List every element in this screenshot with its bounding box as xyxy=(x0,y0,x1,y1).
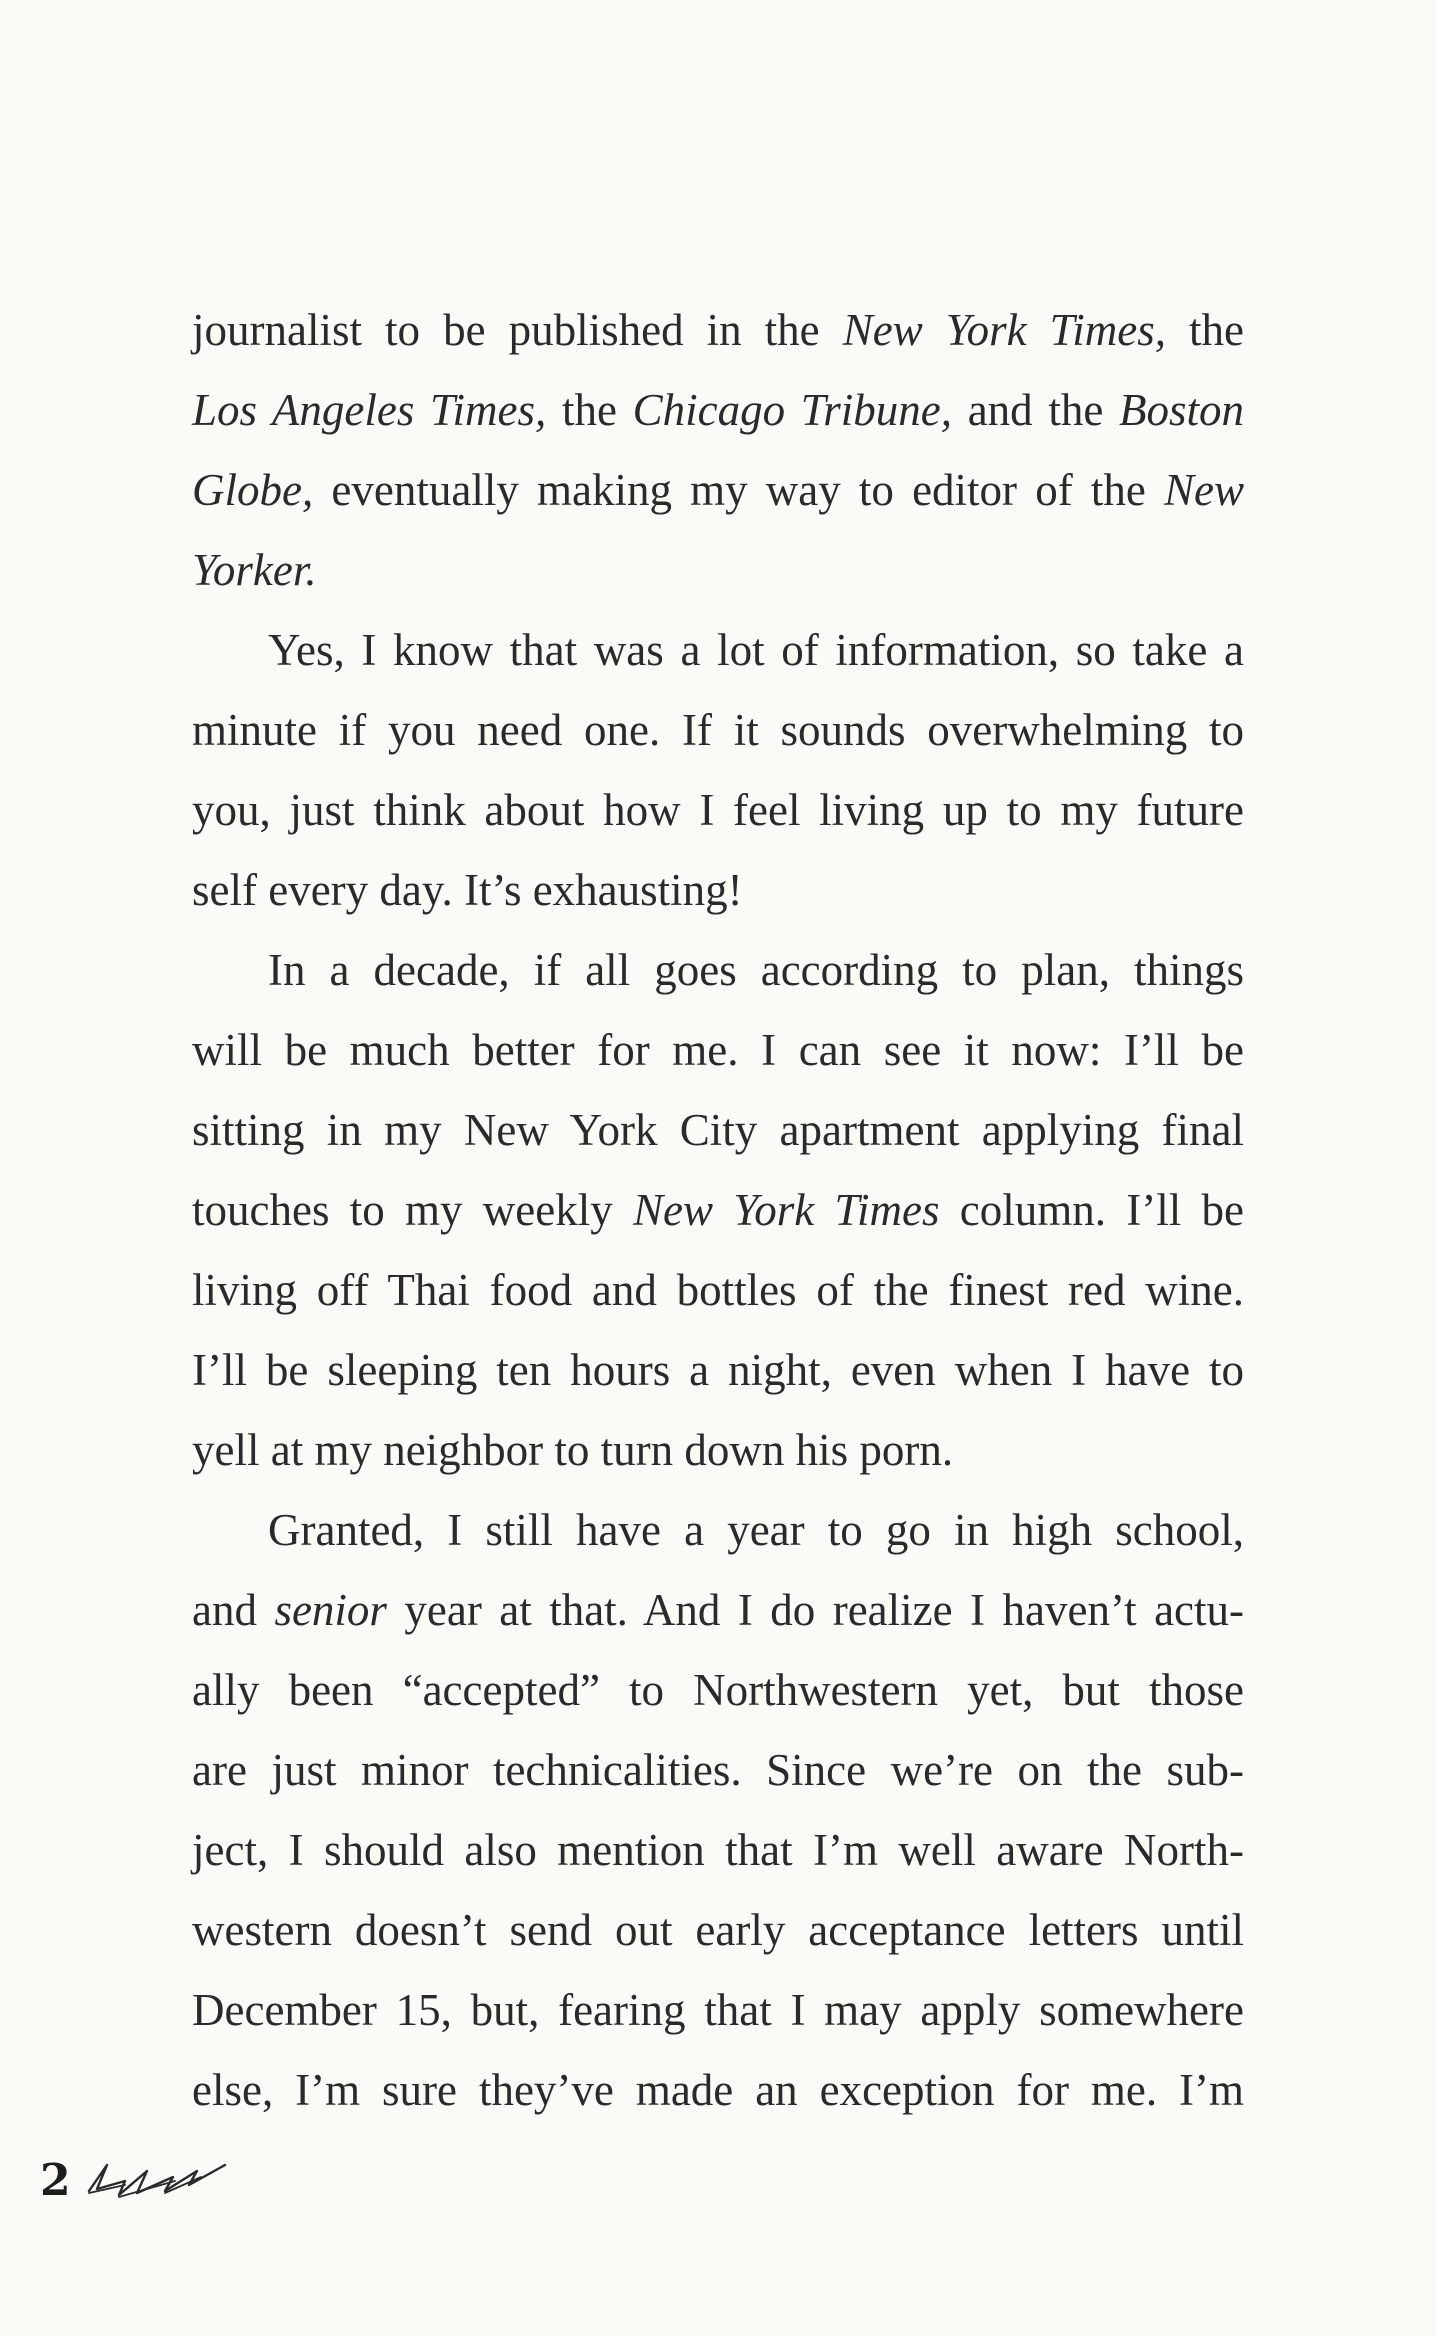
text-line xyxy=(192,850,1244,930)
text-line xyxy=(192,290,1244,370)
text-line xyxy=(192,1410,1244,1490)
body-text-run: year at that. And I do realize I haven’t actu- xyxy=(386,1585,1244,1635)
italic-title-text: New xyxy=(1163,465,1244,515)
body-text-run: and xyxy=(192,1585,275,1635)
body-text-run: In a decade, if all goes according to plan, things xyxy=(268,945,1244,995)
text-line xyxy=(192,1490,1244,1570)
body-text-run: Yes, I know that was a lot of information, so take a xyxy=(268,625,1244,675)
text-line xyxy=(192,690,1244,770)
body-text-run: and the xyxy=(952,385,1119,435)
text-line xyxy=(192,1730,1244,1810)
text-line xyxy=(192,1650,1244,1730)
italic-title-text: senior xyxy=(274,1585,387,1635)
italic-title-text: Boston xyxy=(1118,385,1244,435)
body-text-run: sitting in my New York City apartment applying final xyxy=(192,1105,1244,1155)
italic-title-text: Yorker. xyxy=(192,545,317,595)
text-line xyxy=(192,610,1244,690)
text-line xyxy=(192,2050,1244,2130)
text-line xyxy=(192,450,1244,530)
text-line xyxy=(192,1970,1244,2050)
body-text-run: self every day. It’s exhausting! xyxy=(192,865,743,915)
text-line xyxy=(192,530,1244,610)
text-line xyxy=(192,1250,1244,1330)
body-text-run: I’ll be sleeping ten hours a night, even when I have to xyxy=(192,1345,1244,1395)
italic-title-text: Los Angeles Times, xyxy=(192,385,547,435)
body-text-run: touches to my weekly xyxy=(192,1185,634,1235)
body-text-run: the xyxy=(1165,305,1244,355)
body-text-run: journalist to be published in the xyxy=(192,305,843,355)
text-line xyxy=(192,1810,1244,1890)
body-text-run: eventually making my way to editor of the xyxy=(313,465,1164,515)
italic-title-text: New York Times xyxy=(633,1185,940,1235)
body-text-run: column. I’ll be xyxy=(939,1185,1244,1235)
body-text-run: living off Thai food and bottles of the finest red wine. xyxy=(192,1265,1244,1315)
body-text-run: ally been “accepted” to Northwestern yet, but those xyxy=(192,1665,1244,1715)
text-line xyxy=(192,1010,1244,1090)
body-text-run: will be much better for me. I can see it now: I’ll be xyxy=(192,1025,1244,1075)
body-text-run: western doesn’t send out early acceptance letters until xyxy=(192,1905,1244,1955)
body-text-run: ject, I should also mention that I’m well aware North- xyxy=(192,1825,1244,1875)
body-text-run: the xyxy=(546,385,633,435)
text-line xyxy=(192,1570,1244,1650)
text-line xyxy=(192,370,1244,450)
page-folio xyxy=(40,2150,235,2210)
body-text-run: you, just think about how I feel living up to my future xyxy=(192,785,1244,835)
text-line xyxy=(192,1330,1244,1410)
page-number: 2 xyxy=(40,2154,71,2206)
body-text-run: else, I’m sure they’ve made an exception for me. I’m xyxy=(192,2065,1244,2115)
text-line xyxy=(192,930,1244,1010)
text-line xyxy=(192,770,1244,850)
text-line xyxy=(192,1170,1244,1250)
text-line xyxy=(192,1890,1244,1970)
body-text xyxy=(192,290,1244,2130)
text-line xyxy=(192,1090,1244,1170)
lightning-scribble-icon xyxy=(85,2155,235,2205)
body-text-run: December 15, but, fearing that I may apply somewhere xyxy=(192,1985,1244,2035)
body-text-run: are just minor technicalities. Since we’re on the sub- xyxy=(192,1745,1244,1795)
italic-title-text: Chicago Tribune, xyxy=(632,385,953,435)
body-text-run: yell at my neighbor to turn down his porn. xyxy=(192,1425,954,1475)
italic-title-text: New York Times, xyxy=(842,305,1166,355)
body-text-run: Granted, I still have a year to go in high school, xyxy=(268,1505,1244,1555)
body-text-run: minute if you need one. If it sounds overwhelming to xyxy=(192,705,1244,755)
italic-title-text: Globe, xyxy=(192,465,314,515)
